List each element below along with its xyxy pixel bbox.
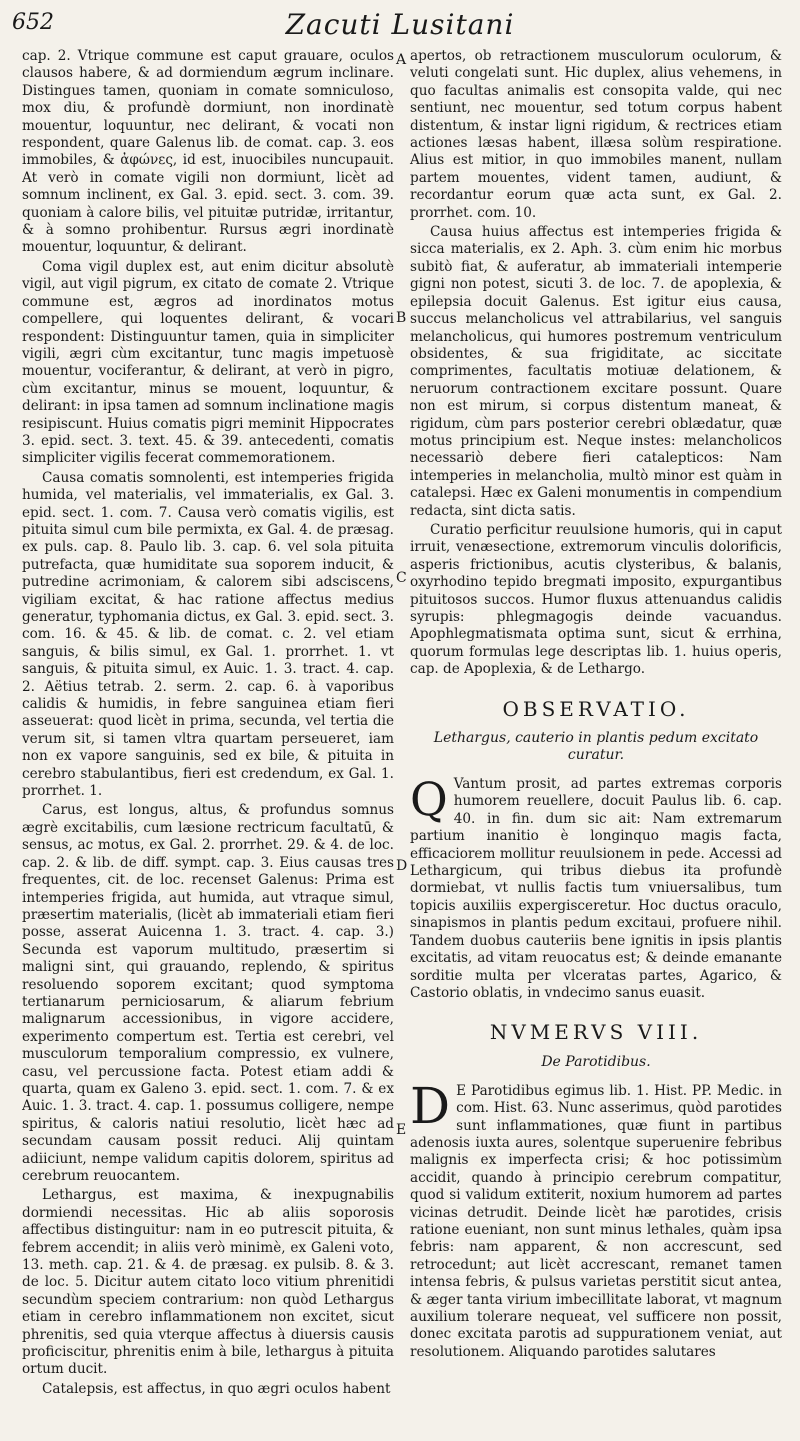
left-column [22,48,394,1398]
paragraph: Causa huius affectus est intemperies frigida & sicca materialis, ex 2. Aph. 3. cùm enim hic morbus subitò fiat, & auferatur, ab immateriali intemperie gigni non potest, sicuti 3. de loc. 7. de apoplexia, & epilepsia docuit Galenus. Est igitur eius causa, succus melancholicus vel attrabilarius, vel sanguis melancholicus, qui humores postremum ventriculum obsidentes, & sua frigiditate, ac siccitate comprimentes, facultatis motiuæ delationem, & neruorum contractionem excitare possunt. Quare non est mirum, si corpus distentum maneat, & rigidum, cùm pars posterior cerebri oblædatur, quæ motus principium est. Neque instes: melancholicos necessariò debere fieri catalepticos: Nam intemperies in melancholia, multò minor est quàm in catalepsi. Hæc ex Galeni monumentis in compendium redacta, sint dicta satis. [410,224,782,519]
observatio-paragraph [410,772,782,1002]
observatio-heading: OBSERVATIO. [502,696,690,721]
numerus-paragraph [410,1076,782,1362]
margin-letter-a: A [396,52,407,68]
numerus-heading: NVMERVS VIII. [489,1020,703,1045]
paragraph: Catalepsis, est affectus, in quo ægri oculos habent [42,1380,391,1397]
observatio-subheading: Lethargus, cauterio in plantis pedum excitato curatur. [433,730,759,764]
paragraph: Coma vigil duplex est, aut enim dicitur absolutè vigil, aut vigil pigrum, ex citato de comate 2. Vtrique commune est, ægros ad inordinatos motus compellere, qui loquentes delirant, & vocari respondent: Distinguuntur tamen, quia in simpliciter vigili, ægri cùm excitantur, tunc magis impetuosè mouentur, vociferantur, & delirant, at verò in pigro, cùm excitantur, minus se mouent, loquuntur, & delirant: in ipsa tamen ad somnum inclinatione magis resipiscunt. Huius comatis pigri meminit Hippocrates 3. epid. sect. 3. text. 45. & 39. antecedenti, comatis simpliciter vigilis fecerat commemorationem. [22,258,394,467]
numerus-subheading: De Parotidibus. [541,1053,651,1070]
drop-cap: D [410,1076,451,1135]
numerus-text: E Parotidibus egimus lib. 1. Hist. PP. Medic. in com. Hist. 63. Nunc asserimus, quòd parotides sunt inflammationes, quæ fiunt in partibus adenosis iuxta aures, solentque superuenire febribus malignis ex imperfecta crisi; & hoc potissimùm accidit, quando à principio cerebrum compatitur, quod si validum extiterit, noxium humorem ad partes vicinas detrudit. Deinde licèt hæ parotides, crisis ratione eueniant, non sunt minus lethales, quàm ipsa febris: nam apparent, & non accrescunt, sed retrocedunt; aut licèt accrescant, remanet tamen intensa febris, & pulsus varietas perstitit sicut antea, & æger tanta virium imbecillitate laborat, vt magnum auxilium tolerare nequeat, vel sufficere non possit, donec excitata parotis ad suppurationem veniat, aut resolutionem. Aliquando parotides salutares [410,1082,782,1360]
margin-letter-e: E [396,1122,407,1138]
paragraph: Lethargus, est maxima, & inexpugnabilis dormiendi necessitas. Hic ab aliis soporosis affectibus distinguitur: nam in eo putrescit pituita, & febrem accendit; in aliis verò minimè, ex Galeni voto, 13. meth. cap. 21. & 4. de præsag. ex pulsib. 8. & 3. de loc. 5. Dicitur autem citato loco vitium phrenitidi secundùm speciem contrarium: non quòd Lethargus etiam in cerebro inflammationem non excitet, sicut phrenitis, sed quia vterque affectus à diuersis causis proficiscitur, phrenitis enim à bile, lethargus à pituita ortum ducit. [22,1187,394,1378]
paragraph: apertos, ob retractionem musculorum oculorum, & veluti congelati sunt. Hic duplex, alius vehemens, in quo facultas animalis est consopita valde, qui nec sentiunt, nec mouentur, sed totum corpus habent distentum, & instar ligni rigidum, & rectrices etiam actiones læsas habent, illæsa solùm respiratione. Alius est mitior, in quo immobiles manent, nullam partem mouentes, vident tamen, audiunt, & recordantur eorum quæ acta sunt, ex Gal. 2. prorrhet. com. 10. [410,48,782,221]
paragraph: Carus, est longus, altus, & profundus somnus ægrè excitabilis, cum læsione rectricum facultatū, & sensus, ac motus, ex Gal. 2. prorrhet. 29. & 4. de loc. cap. 2. & lib. de diff. sympt. cap. 3. Eius causas tres frequentes, cit. de loc. recenset Galenus: Prima est intemperies frigida, aut humida, aut vtraque simul, præsertim materialis, (licèt ab immateriali etiam fieri posse, asserat Auicenna 1. 3. tract. 4. cap. 3.) Secunda est vaporum multitudo, præsertim si maligni sint, qui grauando, replendo, & spiritus resoluendo soporem excitant; quod symptoma tertianarum perniciosarum, & aliarum febrium malignarum accessionibus, in vigore accidere, experimento compertum est. Tertia est cerebri, vel musculorum temporalium compressio, ex vulnere, casu, vel percussione facta. Potest etiam addi & quarta, quam ex Galeno 3. epid. sect. 1. com. 7. & ex Auic. 1. 3. tract. 4. cap. 1. possumus colligere, nempe spiritus, & caloris natiui resolutio, licèt hæc ad secundam causam possit reduci. Alij quintam adiiciunt, nempe validum capitis dolorem, spiritus ad cerebrum reuocantem. [22,802,394,1184]
running-head: Zacuti Lusitani [285,8,515,41]
margin-letter-b: B [396,310,407,326]
paragraph: Curatio perficitur reuulsione humoris, qui in caput irruit, venæsectione, extremorum vinculis dolorificis, asperis frictionibus, acutis clysteribus, & balanis, oxyrhodino tepido bregmati imposito, expurgantibus pituitosos succos. Humor fluxus attenuandus calidis syrupis: phlegmagogis deinde vacuandus. Apophlegmatismata optima sunt, sicut & errhina, quorum formulas lege descriptas lib. 1. huius operis, cap. de Apoplexia, & de Lethargo. [410,521,782,678]
right-column [410,48,782,1361]
paragraph: Causa comatis somnolenti, est intemperies frigida humida, vel materialis, vel immaterialis, ex Gal. 3. epid. sect. 1. com. 7. Causa verò comatis vigilis, est pituita simul cum bile permixta, ex Gal. 4. de præsag. ex puls. cap. 8. Paulo lib. 3. cap. 6. vel sola pituita putrefacta, quæ humiditate sua soporem inducit, & putredine acrimoniam, & calorem sibi adsciscens, vigiliam excitat, & hac ratione affectus medius generatur, typhomania dictus, ex Gal. 3. epid. sect. 3. com. 16. & 45. & lib. de comat. c. 2. vel etiam sanguis, & bilis simul, ex Gal. 1. prorrhet. 1. vt sanguis, & pituita simul, ex Auic. 1. 3. tract. 4. cap. 2. Aëtius tetrab. 2. serm. 2. cap. 6. à vaporibus calidis & humidis, in febre sanguinea etiam fieri asseuerat: quod licèt in prima, secunda, vel tertia die verum sit, si tamen vltra quartam perseueret, iam non ex vapore sanguinis, sed ex bile, & pituita in cerebro stabulantibus, fieri est credendum, ex Gal. 1. prorrhet. 1. [22,469,394,800]
page-number: 652 [12,10,54,35]
drop-cap: Q [410,772,448,827]
paragraph: cap. 2. Vtrique commune est caput grauare, oculos clausos habere, & ad dormiendum ægrum inclinare. Distingues tamen, quoniam in comate somniculoso, mox diu, & profundè dormiunt, non inordinatè mouentur, loquuntur, nec delirant, & vocati non respondent, quare Galenus lib. de comat. cap. 3. eos immobiles, & ἀφώνες, id est, inuocibiles nuncupauit. At verò in comate vigili non dormiunt, licèt ad somnum inclinent, ex Gal. 3. epid. sect. 3. com. 39. quoniam à calore bilis, vel pituitæ putridæ, irritantur, & à somno prohibentur. Rursus ægri inordinatè mouentur, loquuntur, & delirant. [22,48,394,256]
margin-letter-d: D [396,858,408,874]
observatio-text: Vantum prosit, ad partes extremas corporis humorem reuellere, docuit Paulus lib. 6. cap. 40. in fin. dum sic ait: Nam extremarum partium inanitio è longinquo magis facta, efficaciorem mollitur reuulsionem in pede. Accessi ad Lethargicum, qui tribus diebus ita profundè dormiebat, vt nullis factis tum vniuersalibus, tum topicis auxiliis expergisceretur. Hoc ductus oraculo, sinapismos in plantis pedum excitaui, profuere nihil. Tandem duobus cauteriis bene ignitis in ipsis plantis excitatis, ad vitam reuocatus est; & deinde emanante sorditie multa per vlceratas partes, Agarico, & Castorio oblatis, in vndecimo sanus euasit. [410,776,782,1001]
margin-letter-c: C [396,570,407,586]
